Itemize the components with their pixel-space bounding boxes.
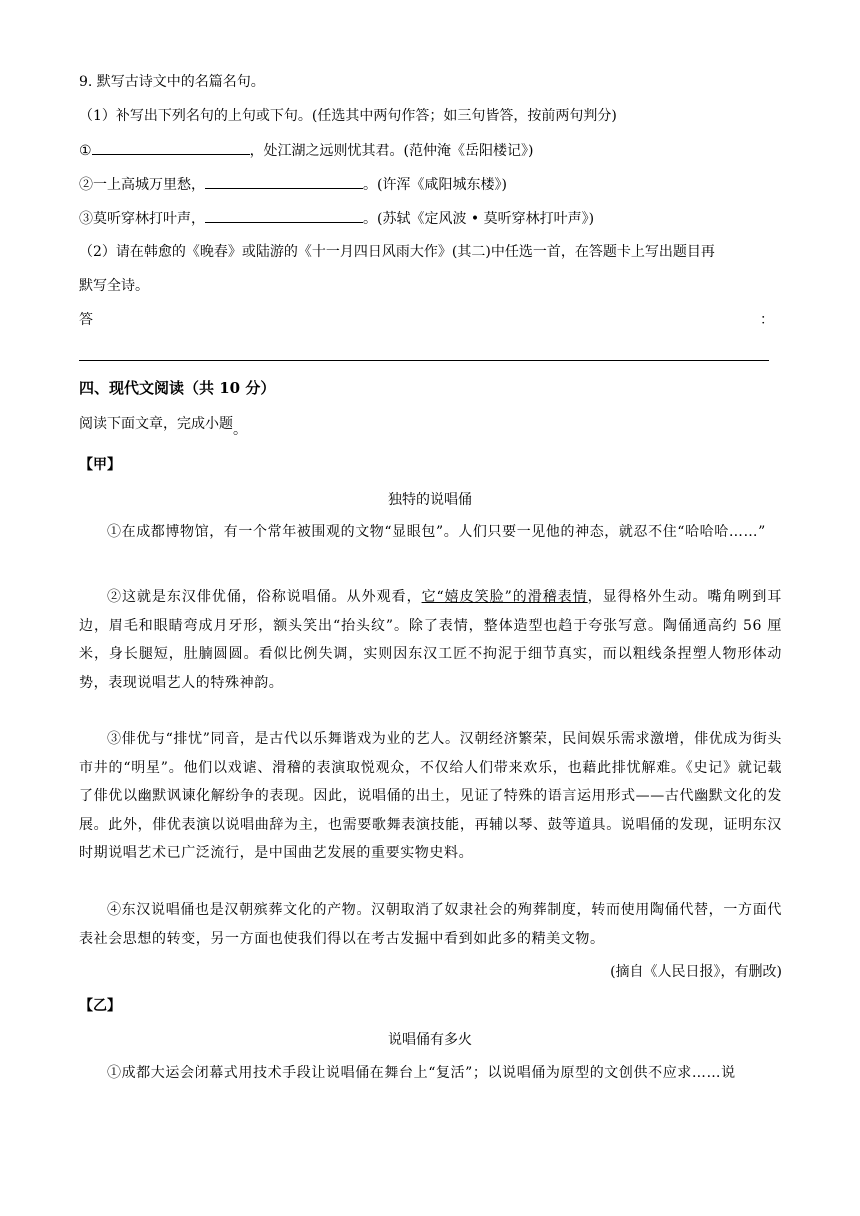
answer-colon: ： xyxy=(760,312,774,328)
passage-jia-paragraph-3: ③俳优与“排忧”同音，是古代以乐舞谐戏为业的艺人。汉朝经济繁荣，民间娱乐需求激增，俳优成为街头市井的“明星”。他们以戏谑、滑稽的表演取悦观众，不仅给人们带来欢乐，也藉此排忧解难。《史记》就记载了俳优以幽默讽谏化解纷争的表现。因此，说唱俑的出土，见证了特殊的语言运用形式——古代幽默文化的发展。此外，俳优表演以说唱曲辞为主，也需要歌舞表演技能，再辅以琴、鼓等道具。说唱俑的发现，证明东汉时期说唱艺术已广泛流行，是中国曲艺发展的重要实物史料。 xyxy=(79,731,782,861)
question-9-part2-line1: （2）请在韩愈的《晚春》或陆游的《十一月四日风雨大作》(其二)中任选一首，在答题卡上写出题目再 xyxy=(79,244,715,260)
p2-underlined: 它“嬉皮笑脸”的滑稽表情 xyxy=(421,589,588,605)
instruction-text: 阅读下面文章，完成小题 xyxy=(79,416,233,432)
passage-jia-paragraph-2 xyxy=(79,583,782,697)
item1-mark: ① xyxy=(79,143,92,159)
p2-part-b: ，显得格外生动。嘴角咧到耳边，眉毛和眼睛弯成月牙形，额头笑出“抬头纹”。除了表情，整体造型也趋于夸张写意。陶俑通高约 56 厘米，身长腿短，肚腩圆圆。看似比例失调，实则因东汉工匠不拘泥于细节真实，而以粗线条捏塑人物形体动势，表现说唱艺人的特殊神韵。 xyxy=(79,589,782,691)
question-9-part1: （1）补写出下列名句的上句或下句。(任选其中两句作答；如三句皆答，按前两句判分) xyxy=(79,108,617,124)
item2-text-a: ②一上高城万里愁， xyxy=(79,177,205,193)
answer-blank-3[interactable] xyxy=(205,208,363,223)
passage-jia-title: 独特的说唱俑 xyxy=(388,492,472,508)
item1-text: ，处江湖之远则忧其君。(范仲淹《岳阳楼记》) xyxy=(249,143,534,159)
item3-text-a: ③莫听穿林打叶声， xyxy=(79,211,205,227)
section-4-instruction xyxy=(79,414,247,438)
question-9-item1 xyxy=(79,140,534,161)
passage-yi-paragraph-1: ①成都大运会闭幕式用技术手段让说唱俑在舞台上“复活”；以说唱俑为原型的文创供不应求……说 xyxy=(107,1065,736,1081)
passage-jia-paragraph-1: ①在成都博物馆，有一个常年被围观的文物“显眼包”。人们只要一见他的神态，就忍不住“哈哈哈……” xyxy=(107,524,766,540)
section-4-heading: 四、现代文阅读（共 10 分） xyxy=(79,379,276,397)
question-9-item3 xyxy=(79,208,594,229)
answer-line[interactable] xyxy=(79,360,769,361)
instruction-dot: 。 xyxy=(233,422,247,438)
item3-text-b: 。(苏轼《定风波 • 莫听穿林打叶声》) xyxy=(363,211,595,227)
answer-blank-2[interactable] xyxy=(205,174,363,189)
passage-jia-label: 【甲】 xyxy=(79,457,121,473)
passage-jia-source: (摘自《人民日报》，有删改) xyxy=(610,964,782,980)
passage-jia-paragraph-4: ④东汉说唱俑也是汉朝殡葬文化的产物。汉朝取消了奴隶社会的殉葬制度，转而使用陶俑代替，一方面代表社会思想的转变，另一方面也使我们得以在考古发掘中看到如此多的精美文物。 xyxy=(79,902,782,947)
question-9-item2 xyxy=(79,174,507,195)
passage-yi-title: 说唱俑有多火 xyxy=(388,1032,472,1048)
answer-label: 答 xyxy=(79,312,93,328)
question-9-part2-line2: 默写全诗。 xyxy=(79,278,149,294)
question-9-title: 9. 默写古诗文中的名篇名句。 xyxy=(79,74,265,90)
answer-blank-1[interactable] xyxy=(92,140,250,155)
passage-yi-label: 【乙】 xyxy=(79,998,121,1014)
p2-part-a: ②这就是东汉俳优俑，俗称说唱俑。从外观看， xyxy=(107,589,422,605)
item2-text-b: 。(许浑《咸阳城东楼》) xyxy=(363,177,507,193)
